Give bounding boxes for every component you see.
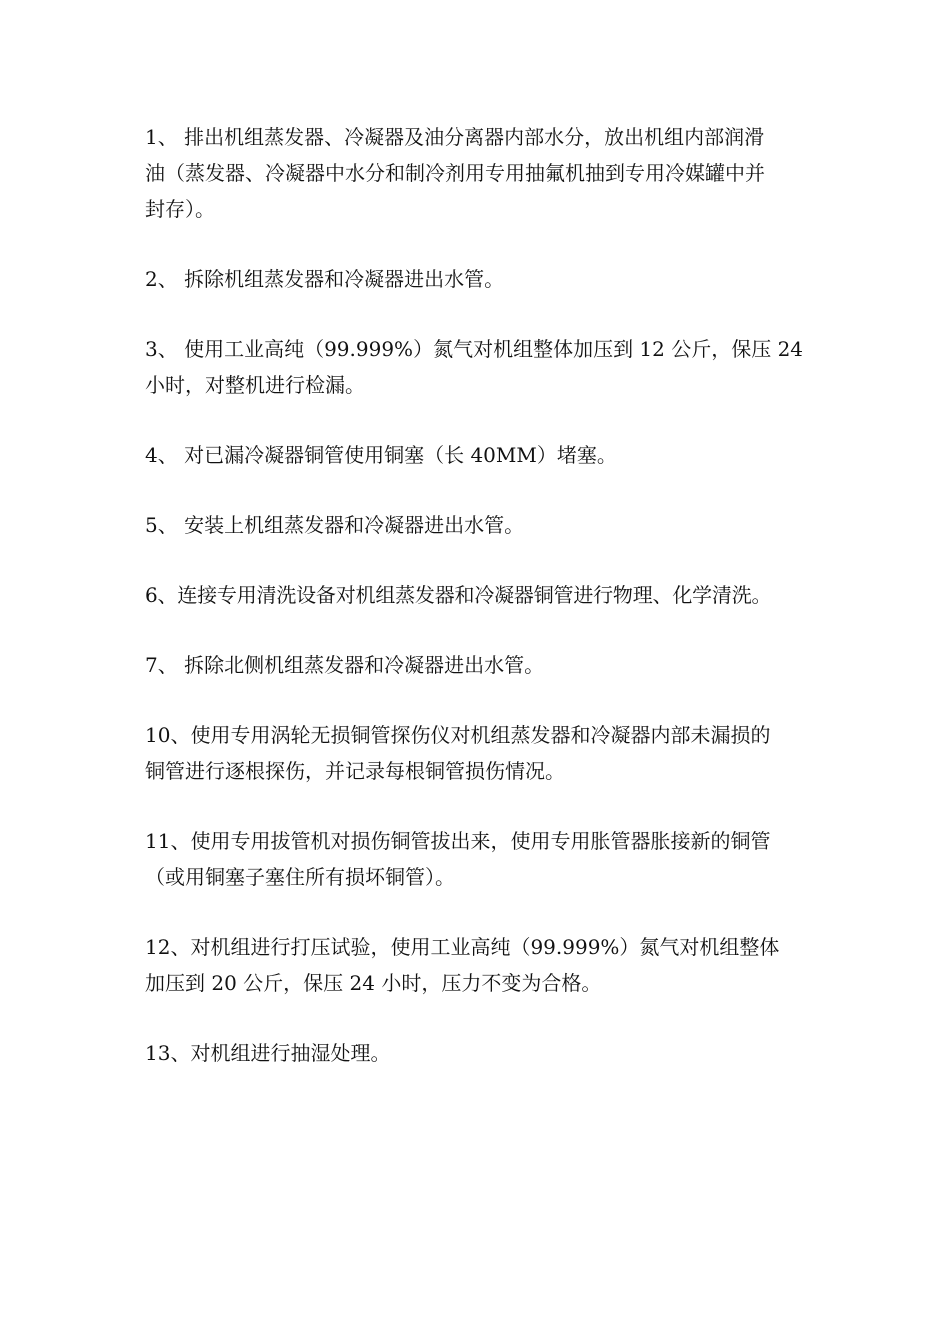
step-12 (145, 929, 815, 1001)
step-6-line-1: 6、连接专用清洗设备对机组蒸发器和冷凝器铜管进行物理、化学清洗。 (145, 583, 772, 607)
step-11-line-2: （或用铜塞子塞住所有损坏铜管）。 (145, 865, 455, 889)
step-13-line-1: 13、对机组进行抽湿处理。 (145, 1041, 391, 1065)
step-11-line-1: 11、使用专用拔管机对损伤铜管拔出来，使用专用胀管器胀接新的铜管 (145, 829, 771, 853)
step-2-line-1: 2、 拆除机组蒸发器和冷凝器进出水管。 (145, 267, 505, 291)
document-body (145, 119, 815, 1105)
step-7 (145, 647, 815, 683)
step-13 (145, 1035, 815, 1071)
step-2 (145, 261, 815, 297)
step-10-line-2: 铜管进行逐根探伤，并记录每根铜管损伤情况。 (145, 759, 565, 783)
step-3 (145, 331, 815, 403)
step-12-line-1: 12、对机组进行打压试验，使用工业高纯（99.999%）氮气对机组整体 (145, 935, 780, 959)
step-11 (145, 823, 815, 895)
step-4 (145, 437, 815, 473)
step-1-line-2: 油（蒸发器、冷凝器中水分和制冷剂用专用抽氟机抽到专用冷媒罐中并 (145, 161, 765, 185)
step-7-line-1: 7、 拆除北侧机组蒸发器和冷凝器进出水管。 (145, 653, 545, 677)
step-4-line-1: 4、 对已漏冷凝器铜管使用铜塞（长 40MM）堵塞。 (145, 443, 617, 467)
step-6 (145, 577, 815, 613)
step-12-line-2: 加压到 20 公斤，保压 24 小时，压力不变为合格。 (145, 971, 602, 995)
step-5 (145, 507, 815, 543)
step-5-line-1: 5、 安装上机组蒸发器和冷凝器进出水管。 (145, 513, 525, 537)
step-3-line-1: 3、 使用工业高纯（99.999%）氮气对机组整体加压到 12 公斤，保压 24 (145, 337, 804, 361)
step-10 (145, 717, 815, 789)
step-10-line-1: 10、使用专用涡轮无损铜管探伤仪对机组蒸发器和冷凝器内部未漏损的 (145, 723, 771, 747)
step-3-line-2: 小时，对整机进行检漏。 (145, 373, 365, 397)
step-1-line-1: 1、 排出机组蒸发器、冷凝器及油分离器内部水分，放出机组内部润滑 (145, 125, 765, 149)
step-1 (145, 119, 815, 227)
step-1-line-3: 封存）。 (145, 197, 215, 221)
